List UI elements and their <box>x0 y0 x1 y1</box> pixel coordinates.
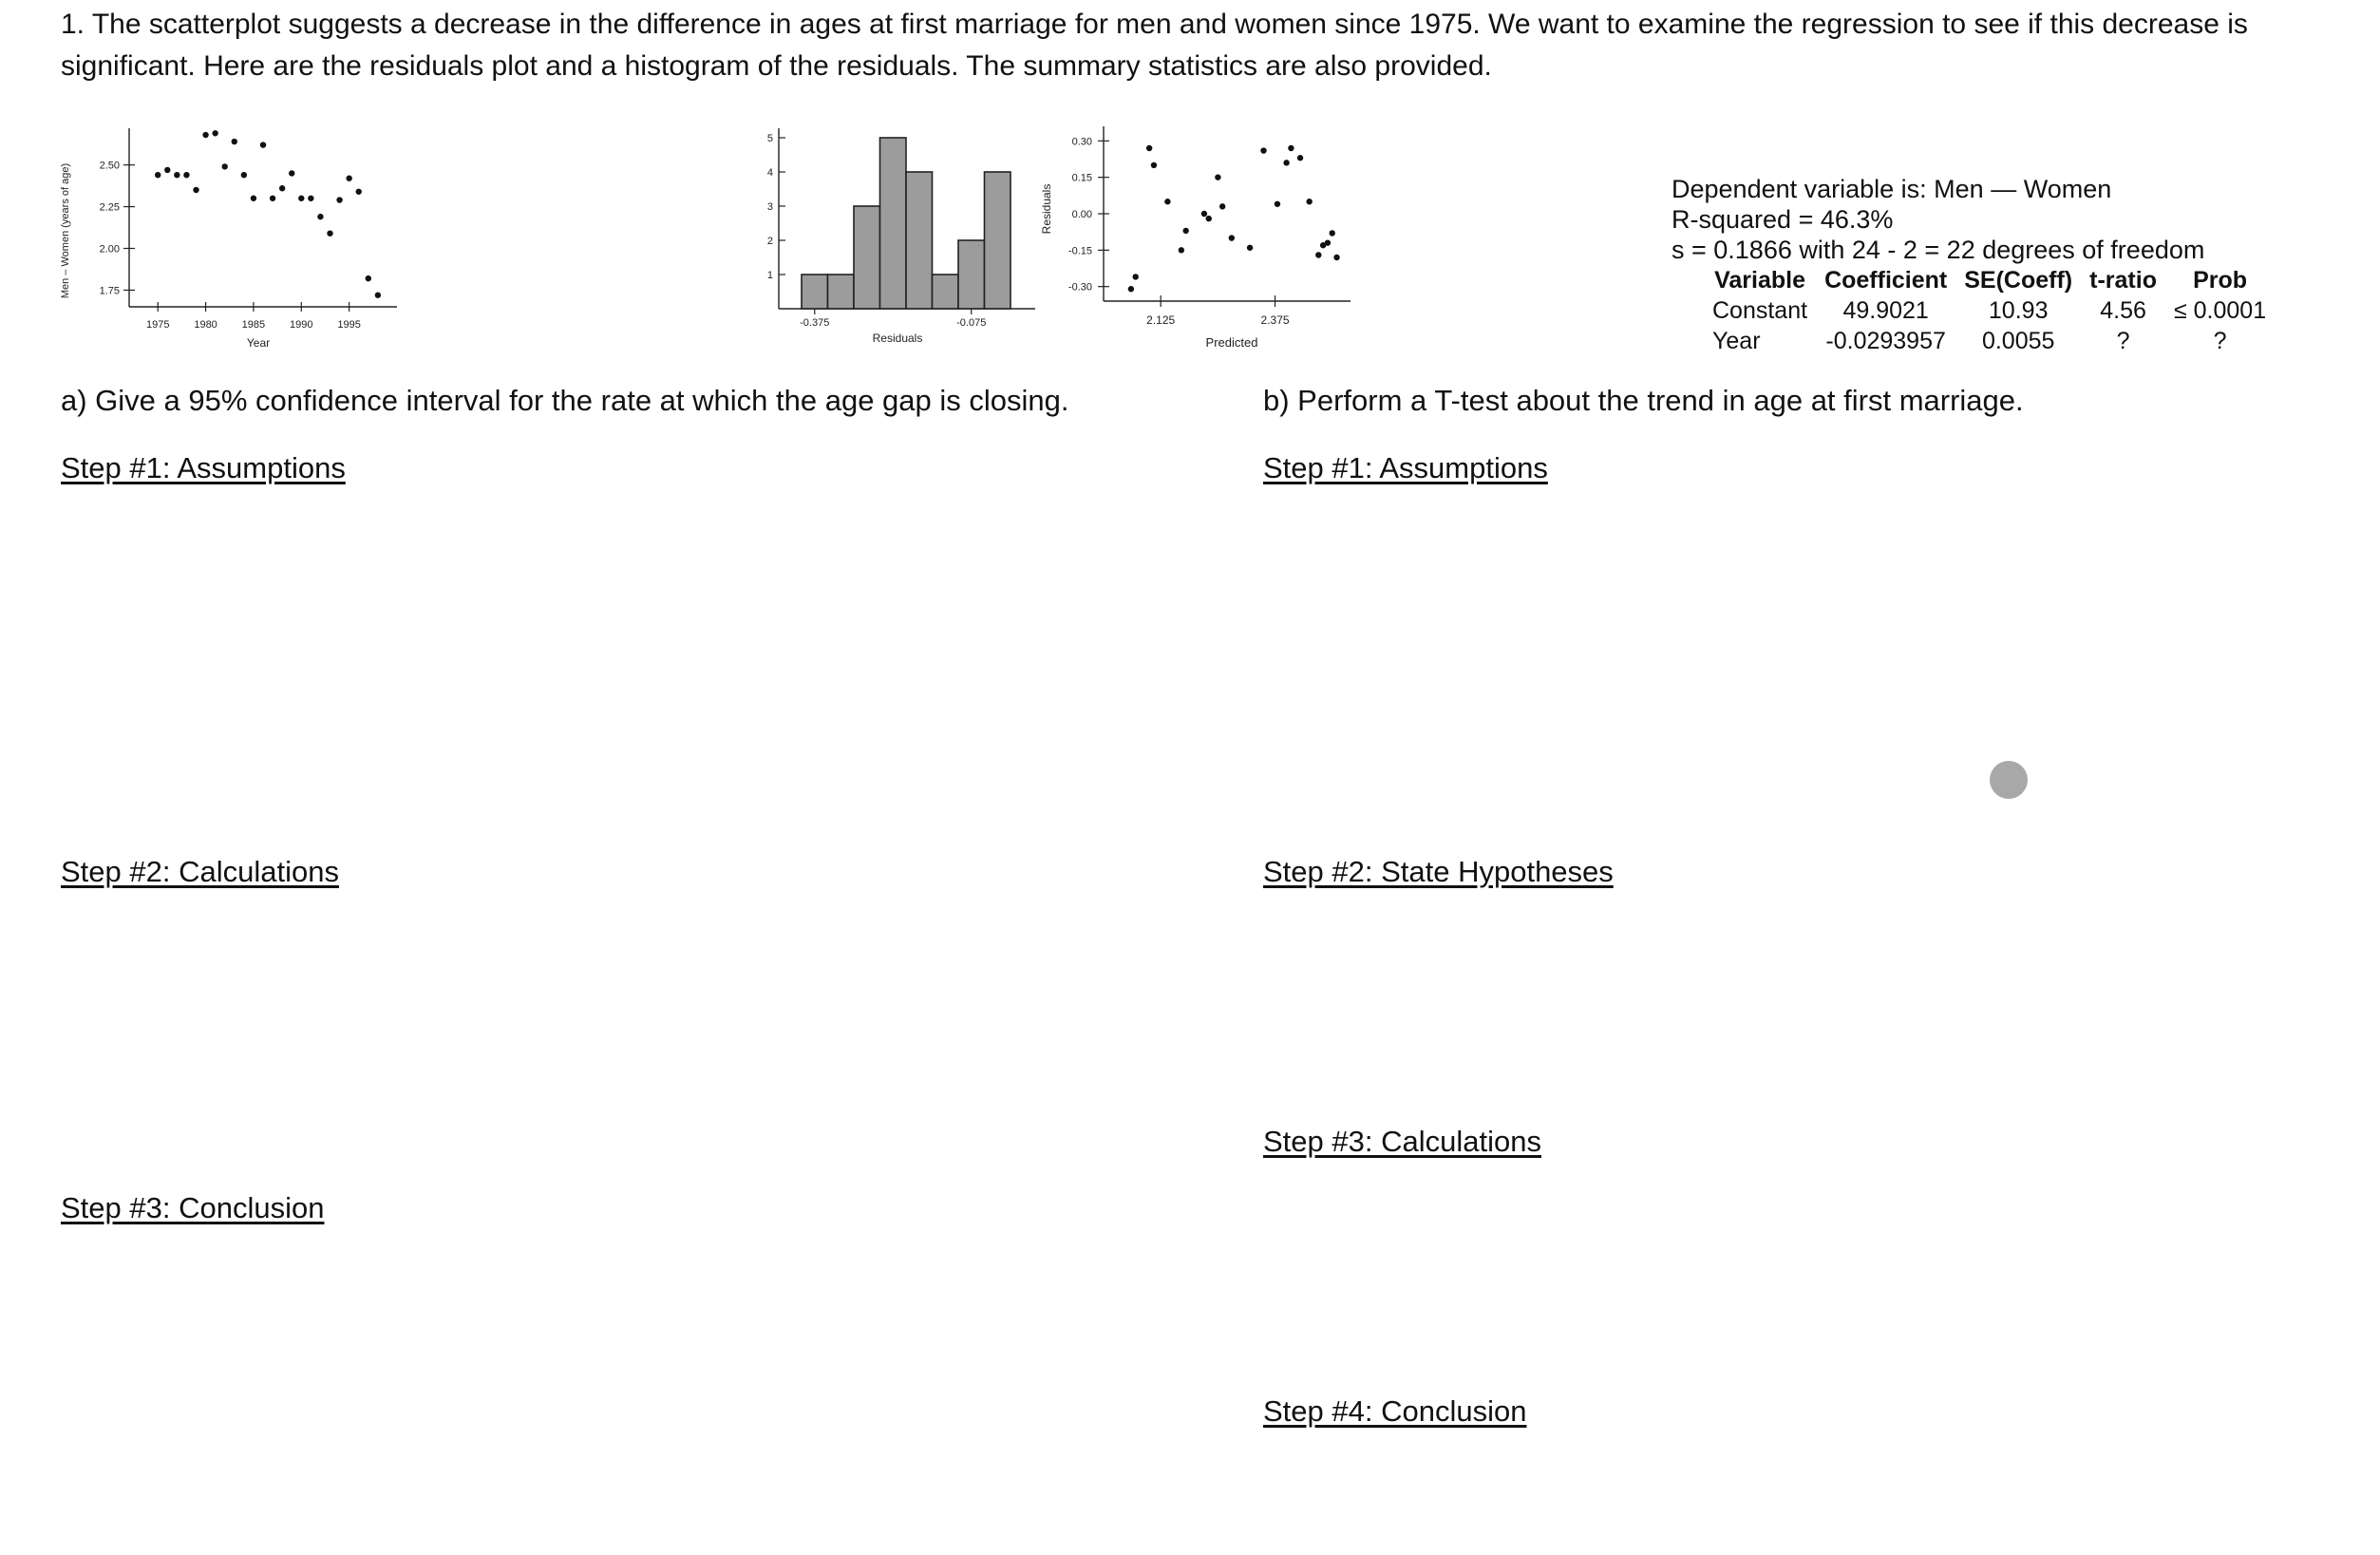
residual-point <box>1229 235 1235 240</box>
resid-ytick-label: -0.30 <box>1067 281 1092 294</box>
scatter-point <box>183 172 189 178</box>
cell-variable: Year <box>1712 328 1761 354</box>
scatter-point <box>193 187 198 193</box>
hist-ytick-label: 3 <box>766 201 773 213</box>
problem-statement: 1. The scatterplot suggests a decrease in the difference in ages at first marriage for men and women since 1975. We want to examine the regression to see if this decrease is significant. Here are the residuals plot and a histogram of the residuals. The summary statistics are also provided. <box>61 9 2248 82</box>
part-b-step-1: Step #1: Assumptions <box>1263 451 1548 484</box>
residual-point <box>1206 216 1212 221</box>
part-a-step-3: Step #3: Conclusion <box>61 1191 325 1224</box>
part-a-question: a) Give a 95% confidence interval for the rate at which the age gap is closing. <box>61 384 1069 417</box>
part-a-step-2: Step #2: Calculations <box>61 855 339 888</box>
hist-xtick-label: -0.075 <box>956 317 987 329</box>
residual-point <box>1128 286 1134 292</box>
resid-ylabel: Residuals <box>1040 183 1053 235</box>
histogram-bar <box>985 172 1011 309</box>
scatter-point <box>289 170 294 176</box>
residual-point <box>1146 145 1152 151</box>
cell-prob: ? <box>2213 328 2227 354</box>
scatter-point <box>327 230 332 236</box>
histogram-bar <box>854 206 880 309</box>
scatter-point <box>241 172 247 178</box>
residual-point <box>1201 211 1207 217</box>
scatter-point <box>279 185 285 191</box>
residual-point <box>1182 228 1188 234</box>
resid-xlabel: Predicted <box>1205 335 1258 350</box>
hist-ytick-label: 4 <box>766 167 773 179</box>
cell-variable: Constant <box>1712 297 1808 324</box>
cell-t-ratio: ? <box>2116 328 2130 354</box>
scatter-point <box>202 132 208 138</box>
residual-plot-chart <box>1037 119 1360 356</box>
histogram-bar <box>802 275 828 309</box>
residual-point <box>1164 199 1170 204</box>
resid-xtick-label: 2.125 <box>1146 313 1176 327</box>
residual-point <box>1133 274 1139 279</box>
scatter-xtick-label: 1980 <box>194 319 217 331</box>
regression-output <box>1672 174 2336 356</box>
residual-point <box>1288 145 1294 151</box>
histogram-bar <box>958 240 985 309</box>
cell-se: 0.0055 <box>1981 328 2055 354</box>
residual-point <box>1275 201 1280 207</box>
part-b-step-2: Step #2: State Hypotheses <box>1263 855 1614 888</box>
cell-coefficient: -0.0293957 <box>1825 328 1946 354</box>
residual-point <box>1315 252 1321 257</box>
scatter-point <box>260 142 266 147</box>
resid-ytick-label: -0.15 <box>1067 245 1092 257</box>
residual-point <box>1330 230 1335 236</box>
residual-point <box>1179 247 1184 253</box>
regression-s-line: s = 0.1866 with 24 - 2 = 22 degrees of freedom <box>1672 236 2205 264</box>
resid-xtick-label: 2.375 <box>1260 313 1290 327</box>
regression-rsquared-line: R-squared = 46.3% <box>1672 205 1894 234</box>
part-b-step-3: Step #3: Calculations <box>1263 1125 1541 1158</box>
cell-coefficient: 49.9021 <box>1842 297 1929 324</box>
col-variable: Variable <box>1714 267 1805 294</box>
hist-xlabel: Residuals <box>872 332 923 345</box>
scatter-point <box>375 293 381 298</box>
histogram-chart <box>750 119 1045 356</box>
scatter-xtick-label: 1990 <box>290 319 313 331</box>
scatter-point <box>298 196 304 201</box>
cell-prob: ≤ 0.0001 <box>2173 297 2267 324</box>
scatter-ylabel: Men – Women (years of age) <box>60 162 71 299</box>
grey-dot-marker <box>1990 761 2028 799</box>
part-b-question: b) Perform a T-test about the trend in age at first marriage. <box>1263 384 2024 417</box>
scatter-point <box>155 172 161 178</box>
scatter-point <box>212 130 217 136</box>
histogram-bar <box>933 275 959 309</box>
table-row <box>1704 326 2275 356</box>
residual-point <box>1247 245 1253 251</box>
scatter-ytick-label: 1.75 <box>99 285 120 297</box>
residual-point <box>1215 174 1220 180</box>
histogram-figure <box>750 119 1045 356</box>
scatter-point <box>356 189 362 195</box>
part-a-step-1: Step #1: Assumptions <box>61 451 346 484</box>
residual-point <box>1151 162 1157 168</box>
scatter-ytick-label: 2.50 <box>99 160 120 172</box>
scatterplot-chart <box>55 107 406 354</box>
hist-ytick-label: 2 <box>766 236 773 247</box>
scatter-point <box>336 197 342 202</box>
col-se: SE(Coeff) <box>1964 267 2073 294</box>
scatter-point <box>164 167 170 173</box>
residual-plot-figure <box>1037 119 1360 356</box>
cell-se: 10.93 <box>1988 297 2049 324</box>
residual-point <box>1325 239 1331 245</box>
residual-point <box>1283 160 1289 165</box>
col-coefficient: Coefficient <box>1824 267 1948 294</box>
scatter-point <box>317 214 323 219</box>
residual-point <box>1219 203 1225 209</box>
regression-table <box>1704 265 2275 356</box>
scatter-point <box>251 196 256 201</box>
residual-point <box>1297 155 1303 161</box>
col-t-ratio: t-ratio <box>2089 267 2157 294</box>
resid-ytick-label: 0.15 <box>1071 172 1092 184</box>
scatter-xtick-label: 1985 <box>241 319 266 331</box>
hist-ytick-label: 1 <box>766 270 773 281</box>
residual-point <box>1260 147 1266 153</box>
histogram-bar <box>880 138 907 309</box>
scatter-ytick-label: 2.25 <box>99 201 120 214</box>
histogram-bar <box>828 275 855 309</box>
scatter-point <box>232 139 237 144</box>
scatter-point <box>222 163 228 169</box>
scatter-xtick-label: 1975 <box>145 319 170 331</box>
resid-ytick-label: 0.30 <box>1071 136 1092 148</box>
part-b-step-4: Step #4: Conclusion <box>1263 1394 1527 1428</box>
scatter-xtick-label: 1995 <box>337 319 361 331</box>
scatter-point <box>346 176 351 181</box>
scatterplot-figure <box>55 107 406 354</box>
col-prob: Prob <box>2193 267 2248 294</box>
residual-point <box>1333 255 1339 260</box>
scatter-point <box>366 275 371 281</box>
resid-ytick-label: 0.00 <box>1071 209 1092 220</box>
histogram-bar <box>906 172 933 309</box>
regression-dependent-line: Dependent variable is: Men — Women <box>1672 175 2112 203</box>
regression-table-header <box>1704 265 2275 295</box>
cell-t-ratio: 4.56 <box>2100 297 2146 324</box>
scatter-xlabel: Year <box>246 336 271 350</box>
scatter-point <box>174 172 179 178</box>
scatter-ytick-label: 2.00 <box>99 243 120 256</box>
table-row <box>1704 295 2275 326</box>
residual-point <box>1306 199 1312 204</box>
hist-xtick-label: -0.375 <box>800 317 830 329</box>
scatter-point <box>308 196 313 201</box>
hist-ytick-label: 5 <box>766 133 773 144</box>
scatter-point <box>270 196 275 201</box>
